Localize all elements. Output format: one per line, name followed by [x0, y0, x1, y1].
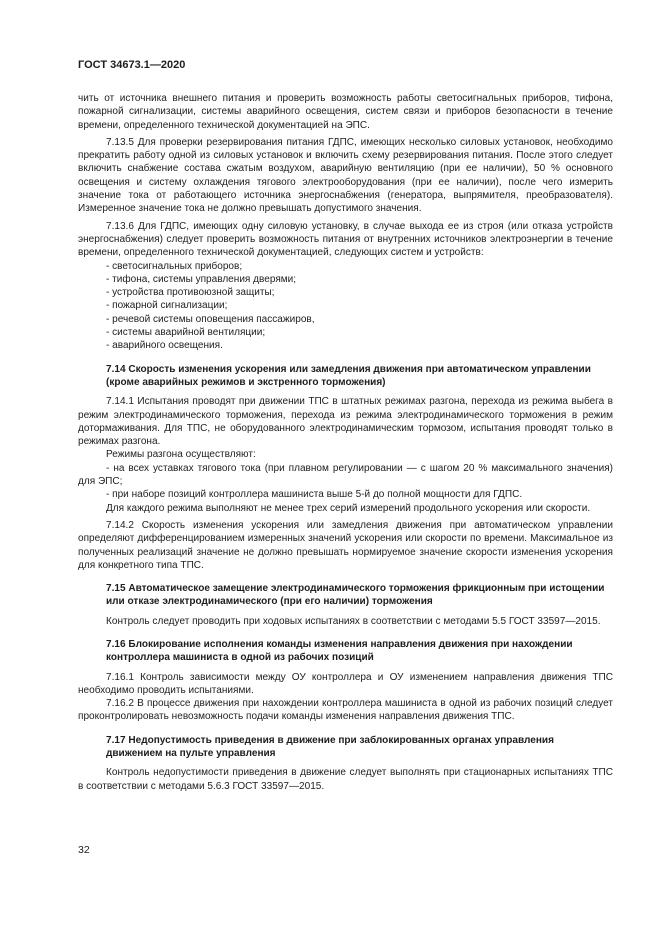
paragraph-measurement-series: Для каждого режима выполняют не менее трех серий измерений продольного ускорения или скорости. — [106, 502, 591, 514]
paragraph-acceleration-modes: Режимы разгона осуществляют: — [106, 449, 256, 461]
section-heading-7-14: 7.14 Скорость изменения ускорения или замедления движения при автоматическом управлении (кроме аварийных режимов и экстренного торможения) — [106, 363, 591, 388]
list-item: - аварийного освещения. — [106, 340, 223, 352]
list-item: - речевой системы оповещения пассажиров, — [106, 313, 315, 325]
section-heading-7-15: 7.15 Автоматическое замещение электродинамического торможения фрикционным при истощении или отказе электродинамического (при его наличии) торможения — [106, 583, 605, 608]
list-item: - системы аварийной вентиляции; — [106, 327, 266, 339]
paragraph-7-14-1: 7.14.1 Испытания проводят при движении ТПС в штатных режимах разгона, перехода из режима выбега в режим электродинамического торможения, перехода из режима электродинамического торможения в режим дотормаживания. Для ТПС, не оборудованного электродинамическим тормозом, испытания проводят только в режимах разгона. — [78, 396, 613, 448]
list-item: - светосигнальных приборов; — [106, 260, 243, 272]
list-item: - тифона, системы управления дверями; — [106, 273, 297, 285]
paragraph-7-15: Контроль следует проводить при ходовых испытаниях в соответствии с методами 5.5 ГОСТ 33597—2015. — [106, 615, 601, 627]
document-header: ГОСТ 34673.1—2020 — [78, 59, 186, 71]
document-page — [78, 58, 613, 793]
paragraph-7-13-6: 7.13.6 Для ГДПС, имеющих одну силовую установку, в случае выхода ее из строя (или отказа устройств энергоснабжения) следует проверить возможность питания от внутренних источников электроэнергии в течение времени, определенного технической документацией, следующих систем и устройств: — [78, 220, 613, 259]
device-list — [78, 260, 613, 353]
page-number: 32 — [78, 844, 90, 856]
paragraph-intro: чить от источника внешнего питания и проверить возможность работы светосигнальных приборов, тифона, пожарной сигнализации, системы аварийного освещения, систем связи и приборов безопасности в течение времени, определенного технической документацией на ЭПС. — [78, 93, 613, 131]
paragraph-7-13-5: 7.13.5 Для проверки резервирования питания ГДПС, имеющих несколько силовых установок, необходимо прекратить работу одной из силовых установок и включить схему резервирования питания. После этого следует включить снабжение состава сжатым воздухом, аварийную вентиляцию (при ее наличии), 50 % основного освещения и систему охлаждения тягового электрооборудования (при ее наличии), после чего измерить значение тока от работающего источника энергоснабжения (генератора, выпрямителя, преобразователя). Измеренное значение тока не должно превышать допустимого значения. — [78, 136, 613, 215]
paragraph-7-14-2: 7.14.2 Скорость изменения ускорения или замедления движения при автоматическом управлении определяют дифференцированием измеренных значений ускорения или скорости по времени. Максимальное из полученных реализаций значение не должно превышать нормируемое значение скорости изменения ускорения для конкретного типа ТПС. — [78, 519, 613, 571]
section-heading-7-16: 7.16 Блокирование исполнения команды изменения направления движения при нахождении контроллера машиниста в одной из рабочих позиций — [106, 638, 573, 664]
paragraph-7-16-1: 7.16.1 Контроль зависимости между ОУ контроллера и ОУ изменением направления движения ТПС необходимо проводить испытаниями. — [78, 671, 613, 696]
list-item: - устройства противоюзной защиты; — [106, 287, 275, 299]
section-heading-7-17: 7.17 Недопустимость приведения в движение при заблокированных органах управления движением на пульте управления — [106, 734, 554, 760]
paragraph-7-17: Контроль недопустимости приведения в движение следует выполнять при стационарных испытаниях ТПС в соответствии с методами 5.6.3 ГОСТ 33597—2015. — [78, 767, 613, 792]
paragraph-traction-settings: - на всех уставках тягового тока (при плавном регулировании — с шагом 20 % максимального значения) для ЭПС; — [78, 462, 613, 488]
paragraph-controller-positions: - при наборе позиций контроллера машиниста выше 5-й до полной мощности для ГДПС. — [106, 489, 523, 501]
list-item: - пожарной сигнализации; — [106, 300, 228, 312]
paragraph-7-16-2: 7.16.2 В процессе движения при нахождении контроллера машиниста в одной из рабочих позиций следует проконтролировать невозможность подачи команды изменения направления движения ТПС. — [78, 698, 613, 723]
